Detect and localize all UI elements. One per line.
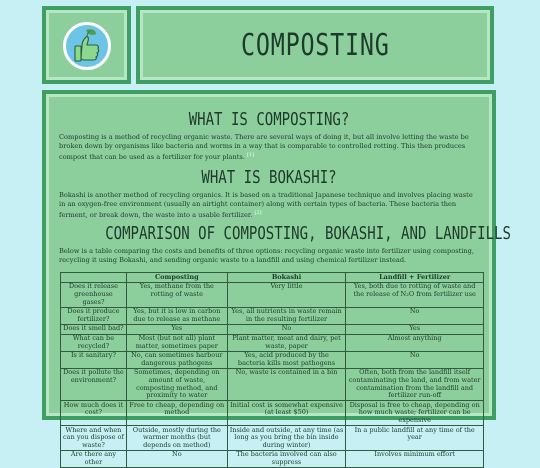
page-title: COMPOSTING <box>240 27 390 63</box>
table-row-label: Does it smell bad? <box>61 324 127 334</box>
content-panel <box>42 90 511 466</box>
table-cell: The bacteria involved can also suppress <box>227 450 346 467</box>
table-row-label: Where and when can you dispose of waste? <box>61 426 127 451</box>
table-row-label: Does it pollute the environment? <box>61 368 127 400</box>
table-cell: Initial cost is somewhat expensive (at least $50) <box>227 401 346 426</box>
comparison-table <box>60 272 484 468</box>
comparison-heading: COMPARISON OF COMPOSTING, BOKASHI, AND LANDFILLS <box>105 223 511 245</box>
table-row-label: Are there any other <box>61 450 127 467</box>
bokashi-text: Bokashi is another method of recycling organics. It is based on a traditional Japanese technique and involves placing waste in an oxygen-free environment (usually an airtight container) along with certain types of bacteria. These bacteria then ferment, or break down, the waste into a usable fertilizer. <box>59 191 473 220</box>
bokashi-paragraph <box>59 191 479 220</box>
table-row <box>61 282 484 307</box>
table-cell: Almost anything <box>346 334 484 351</box>
comparison-paragraph: Below is a table comparing the costs and benefits of three options: recycling organic waste into fertilizer using composting, recycling it using Bokashi, and sending organic waste to a landfill and using chemical fertilizer instead. <box>59 247 474 265</box>
table-row <box>61 334 484 351</box>
table-header-cell: Landfill + Fertilizer <box>346 273 484 283</box>
table-row <box>61 351 484 368</box>
table-row-label: What can be recycled? <box>61 334 127 351</box>
table-cell: Yes, both due to rotting of waste and the release of N₂O from fertilizer use <box>346 282 484 307</box>
table-header-cell <box>61 273 127 283</box>
table-row <box>61 368 484 400</box>
table-cell: No, waste is contained in a bin <box>227 368 346 400</box>
table-cell: No <box>227 324 346 334</box>
table-body <box>61 282 484 467</box>
composting-text: Composting is a method of recycling organic waste. There are several ways of doing it, but all involve letting the waste be broken down by organisms like bacteria and worms in a way that is comparable to controlled rotting. This then produces compost that can be used as a fertilizer for your plants. <box>59 133 469 162</box>
table-cell: Yes <box>126 324 227 334</box>
thumbs-up-icon <box>70 28 104 66</box>
table-cell: Involves minimum effort <box>346 450 484 467</box>
table-cell: Very little <box>227 282 346 307</box>
table-row <box>61 401 484 426</box>
table-cell: Plant matter, meat and dairy, pet waste, paper <box>227 334 346 351</box>
title-panel <box>136 6 494 84</box>
table-row-label: Does it release greenhouse gases? <box>61 282 127 307</box>
table-row-label: Is it sanitary? <box>61 351 127 368</box>
table-header-row <box>61 273 484 283</box>
table-cell: Yes, all nutrients in waste remain in the resulting fertilizer <box>227 307 346 324</box>
table-cell: No <box>126 450 227 467</box>
table-cell: No, can sometimes harbour dangerous pathogens <box>126 351 227 368</box>
table-cell: Yes <box>346 324 484 334</box>
table-cell: Disposal is free to cheap, depending on how much waste; fertilizer can be expensive <box>346 401 484 426</box>
table-row <box>61 324 484 334</box>
thumbs-up-logo <box>63 22 111 70</box>
table-row-label: Does it produce fertilizer? <box>61 307 127 324</box>
table-cell: In a public landfill at any time of the year <box>346 426 484 451</box>
table-header-cell: Bokashi <box>227 273 346 283</box>
composting-paragraph <box>59 133 479 162</box>
table-cell: Often, both from the landfill itself contaminating the land, and from water contamination from the landfill and fertilizer run-off <box>346 368 484 400</box>
composting-reference-link[interactable]: [1] <box>246 152 255 158</box>
table-cell: Most (but not all) plant matter, sometimes paper <box>126 334 227 351</box>
table-cell: No <box>346 307 484 324</box>
table-cell: Yes, methane from the rotting of waste <box>126 282 227 307</box>
table-cell: Outside, mostly during the warmer months (but depends on method) <box>126 426 227 451</box>
table-row <box>61 450 484 467</box>
table-cell: Inside and outside, at any time (as long as you bring the bin inside during winter) <box>227 426 346 451</box>
what-is-bokashi-heading: WHAT IS BOKASHI? <box>201 167 337 189</box>
table-row <box>61 307 484 324</box>
table-header-cell: Composting <box>126 273 227 283</box>
table-cell: Yes, but it is low in carbon due to release as methane <box>126 307 227 324</box>
what-is-composting-heading: WHAT IS COMPOSTING? <box>188 109 350 130</box>
table-row <box>61 426 484 451</box>
table-cell: Sometimes, depending on amount of waste, composting method, and proximity to water <box>126 368 227 400</box>
logo-panel <box>42 6 131 84</box>
table-cell: Yes, acid produced by the bacteria kills most pathogens <box>227 351 346 368</box>
table-row-label: How much does it cost? <box>61 401 127 426</box>
table-cell: No <box>346 351 484 368</box>
table-cell: Free to cheap, depending on method <box>126 401 227 426</box>
bokashi-reference-link[interactable]: [2] <box>254 210 262 217</box>
